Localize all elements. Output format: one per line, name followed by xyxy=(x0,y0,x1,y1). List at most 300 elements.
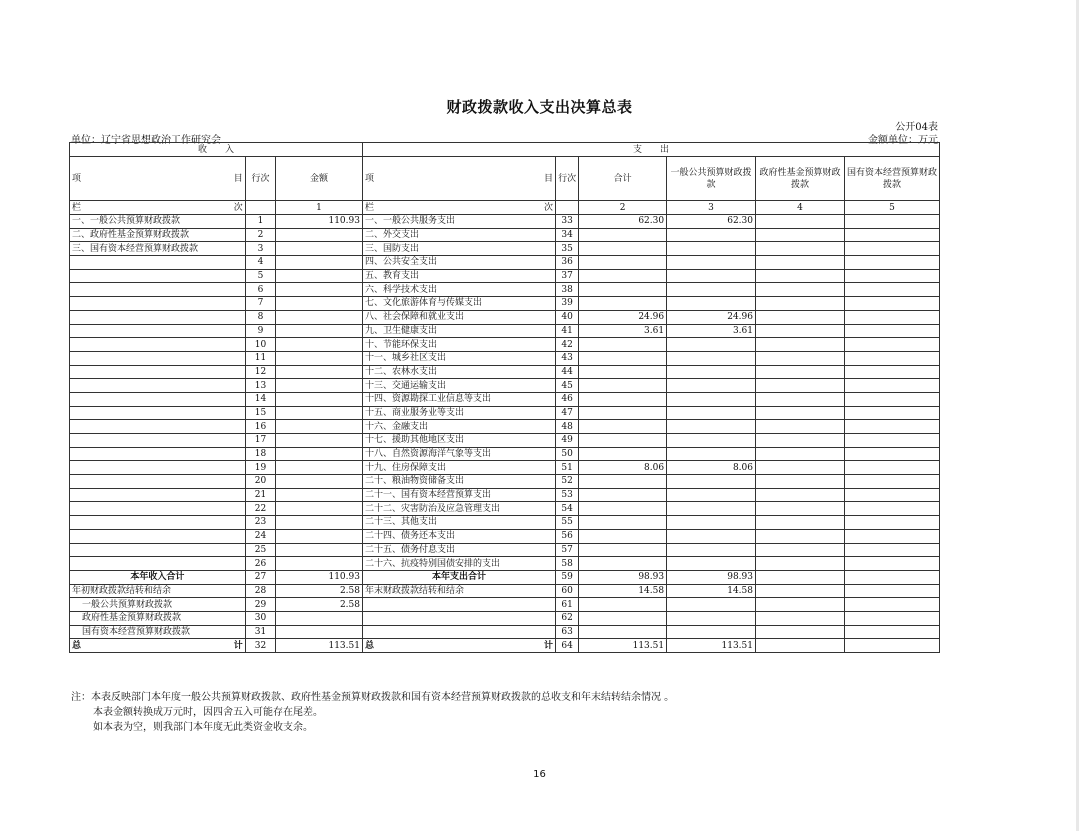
income-item xyxy=(70,310,246,324)
income-col-label: 栏 次 xyxy=(70,201,246,215)
income-amount xyxy=(276,447,363,461)
expense-item: 二十六、抗疫特别国债安排的支出 xyxy=(362,557,555,571)
income-item xyxy=(70,379,246,393)
gov-fund-amount xyxy=(756,529,845,543)
general-budget-amount xyxy=(667,283,756,297)
income-amount: 113.51 xyxy=(276,639,363,653)
state-capital-amount xyxy=(844,625,939,639)
income-item xyxy=(70,488,246,502)
expense-item: 十、节能环保支出 xyxy=(362,338,555,352)
income-row-no: 5 xyxy=(245,269,275,283)
income-item xyxy=(70,434,246,448)
gov-fund-amount xyxy=(756,379,845,393)
income-item xyxy=(70,543,246,557)
table-row xyxy=(70,502,940,516)
state-capital-amount xyxy=(844,447,939,461)
income-amount xyxy=(276,228,363,242)
expense-total xyxy=(579,283,667,297)
expense-row-no: 44 xyxy=(555,365,578,379)
table-row xyxy=(70,557,940,571)
state-capital-amount xyxy=(844,461,939,475)
expense-item: 十五、商业服务业等支出 xyxy=(362,406,555,420)
expense-row-no: 46 xyxy=(555,392,578,406)
expense-item: 十八、自然资源海洋气象等支出 xyxy=(362,447,555,461)
income-item: 政府性基金预算财政拨款 xyxy=(70,611,246,625)
expense-row-no: 49 xyxy=(555,434,578,448)
income-subtotal-label: 本年收入合计 xyxy=(70,570,246,584)
income-item xyxy=(70,269,246,283)
income-row-no: 15 xyxy=(245,406,275,420)
income-amount xyxy=(276,557,363,571)
expense-item: 二十三、其他支出 xyxy=(362,516,555,530)
income-item xyxy=(70,420,246,434)
state-capital-amount xyxy=(844,502,939,516)
col-number-3: 3 xyxy=(667,201,756,215)
gov-fund-amount xyxy=(756,543,845,557)
expense-rowno-header: 行次 xyxy=(555,157,578,201)
expense-total: 3.61 xyxy=(579,324,667,338)
gov-fund-amount xyxy=(756,611,845,625)
state-capital-amount xyxy=(844,420,939,434)
general-budget-amount xyxy=(667,379,756,393)
expense-total xyxy=(579,529,667,543)
gov-fund-amount xyxy=(756,488,845,502)
col-number-1: 1 xyxy=(276,201,363,215)
state-capital-amount xyxy=(844,310,939,324)
expense-row-no: 40 xyxy=(555,310,578,324)
income-amount xyxy=(276,324,363,338)
general-budget-amount: 113.51 xyxy=(667,639,756,653)
expense-item xyxy=(362,611,555,625)
gov-fund-header: 政府性基金预算财政拨款 xyxy=(756,157,845,201)
expense-row-no: 51 xyxy=(555,461,578,475)
table-row xyxy=(70,324,940,338)
income-amount xyxy=(276,625,363,639)
expense-row-no: 45 xyxy=(555,379,578,393)
expense-total xyxy=(579,379,667,393)
expense-item: 二十五、债务付息支出 xyxy=(362,543,555,557)
unit-label: 单位：辽宁省思想政治工作研究会 xyxy=(71,135,221,146)
gov-fund-amount xyxy=(756,557,845,571)
income-row-no: 23 xyxy=(245,516,275,530)
gov-fund-amount xyxy=(756,228,845,242)
income-amount: 2.58 xyxy=(276,598,363,612)
income-row-no: 16 xyxy=(245,420,275,434)
expense-row-no: 41 xyxy=(555,324,578,338)
expense-total: 8.06 xyxy=(579,461,667,475)
expense-item: 十七、援助其他地区支出 xyxy=(362,434,555,448)
gov-fund-amount xyxy=(756,324,845,338)
expense-total: 98.93 xyxy=(579,570,667,584)
table-row xyxy=(70,310,940,324)
expense-item: 四、公共安全支出 xyxy=(362,256,555,270)
general-budget-amount xyxy=(667,406,756,420)
general-budget-amount xyxy=(667,338,756,352)
expense-header: 支 出 xyxy=(362,143,939,157)
gov-fund-amount xyxy=(756,297,845,311)
gov-fund-amount xyxy=(756,584,845,598)
income-item xyxy=(70,516,246,530)
income-row-no: 4 xyxy=(245,256,275,270)
expense-total xyxy=(579,557,667,571)
table-row xyxy=(70,338,940,352)
income-amount xyxy=(276,611,363,625)
income-amount xyxy=(276,461,363,475)
gov-fund-amount xyxy=(756,338,845,352)
general-budget-amount xyxy=(667,529,756,543)
general-budget-amount: 62.30 xyxy=(667,215,756,229)
income-item xyxy=(70,365,246,379)
expense-total xyxy=(579,475,667,489)
income-row-no: 2 xyxy=(245,228,275,242)
income-row-no: 18 xyxy=(245,447,275,461)
expense-total xyxy=(579,488,667,502)
expense-total xyxy=(579,269,667,283)
expense-row-no: 47 xyxy=(555,406,578,420)
income-amount xyxy=(276,269,363,283)
state-capital-amount xyxy=(844,557,939,571)
table-row xyxy=(70,228,940,242)
expense-item: 五、教育支出 xyxy=(362,269,555,283)
expense-row-no: 63 xyxy=(555,625,578,639)
gov-fund-amount xyxy=(756,461,845,475)
expense-total xyxy=(579,543,667,557)
expense-item: 十一、城乡社区支出 xyxy=(362,351,555,365)
expense-row-no: 36 xyxy=(555,256,578,270)
income-row-no: 25 xyxy=(245,543,275,557)
income-item xyxy=(70,324,246,338)
expense-row-no: 48 xyxy=(555,420,578,434)
expense-row-no: 42 xyxy=(555,338,578,352)
income-amount xyxy=(276,488,363,502)
table-row xyxy=(70,256,940,270)
state-capital-amount xyxy=(844,392,939,406)
general-budget-amount xyxy=(667,488,756,502)
table-row xyxy=(70,406,940,420)
income-amount xyxy=(276,283,363,297)
income-row-no: 32 xyxy=(245,639,275,653)
income-amount xyxy=(276,516,363,530)
footnote: 如本表为空，则我部门本年度无此类资金收支余。 xyxy=(93,722,313,733)
general-budget-amount xyxy=(667,516,756,530)
state-capital-amount xyxy=(844,379,939,393)
expense-total xyxy=(579,365,667,379)
income-item xyxy=(70,475,246,489)
state-capital-amount xyxy=(844,228,939,242)
header-row-2 xyxy=(70,157,940,201)
income-row-no: 12 xyxy=(245,365,275,379)
income-item: 年初财政拨款结转和结余 xyxy=(70,584,246,598)
income-amount xyxy=(276,365,363,379)
income-row-no: 9 xyxy=(245,324,275,338)
general-budget-amount xyxy=(667,557,756,571)
gov-fund-amount xyxy=(756,310,845,324)
income-amount xyxy=(276,406,363,420)
expense-item: 十二、农林水支出 xyxy=(362,365,555,379)
gov-fund-amount xyxy=(756,283,845,297)
expense-total xyxy=(579,351,667,365)
income-item xyxy=(70,406,246,420)
income-amount xyxy=(276,379,363,393)
general-budget-amount: 8.06 xyxy=(667,461,756,475)
income-row-no: 1 xyxy=(245,215,275,229)
expense-row-no: 50 xyxy=(555,447,578,461)
gov-fund-amount xyxy=(756,502,845,516)
general-budget-amount xyxy=(667,543,756,557)
expense-total xyxy=(579,502,667,516)
general-budget-amount xyxy=(667,351,756,365)
state-capital-amount xyxy=(844,338,939,352)
income-amount xyxy=(276,256,363,270)
income-item: 二、政府性基金预算财政拨款 xyxy=(70,228,246,242)
expense-total xyxy=(579,420,667,434)
income-amount xyxy=(276,338,363,352)
expense-total xyxy=(579,447,667,461)
expense-row-no: 35 xyxy=(555,242,578,256)
expense-total xyxy=(579,516,667,530)
expense-row-no: 34 xyxy=(555,228,578,242)
state-capital-amount xyxy=(844,297,939,311)
expense-row-no: 55 xyxy=(555,516,578,530)
income-row-no: 24 xyxy=(245,529,275,543)
expense-total xyxy=(579,625,667,639)
expense-row-no: 59 xyxy=(555,570,578,584)
expense-row-no: 52 xyxy=(555,475,578,489)
state-capital-amount xyxy=(844,516,939,530)
table-row xyxy=(70,269,940,283)
expense-total xyxy=(579,297,667,311)
expense-item: 九、卫生健康支出 xyxy=(362,324,555,338)
income-amount xyxy=(276,297,363,311)
expense-total xyxy=(579,338,667,352)
general-budget-amount: 3.61 xyxy=(667,324,756,338)
general-budget-header: 一般公共预算财政拨款 xyxy=(667,157,756,201)
footnote: 注：本表反映部门本年度一般公共预算财政拨款、政府性基金预算财政拨款和国有资本经营预算财政拨款的总收支和年末结转结余情况 。 xyxy=(71,692,675,703)
report-table xyxy=(69,142,940,653)
expense-row-no: 53 xyxy=(555,488,578,502)
income-amount-header: 金额 xyxy=(276,157,363,201)
income-item xyxy=(70,447,246,461)
state-capital-amount xyxy=(844,529,939,543)
income-rowno-header: 行次 xyxy=(245,157,275,201)
expense-item: 二十四、债务还本支出 xyxy=(362,529,555,543)
gov-fund-amount xyxy=(756,570,845,584)
expense-item: 二十二、灾害防治及应急管理支出 xyxy=(362,502,555,516)
expense-total xyxy=(579,611,667,625)
gov-fund-amount xyxy=(756,392,845,406)
income-amount xyxy=(276,420,363,434)
expense-item: 六、科学技术支出 xyxy=(362,283,555,297)
expense-row-no: 57 xyxy=(555,543,578,557)
general-budget-amount xyxy=(667,434,756,448)
income-amount xyxy=(276,242,363,256)
state-capital-amount xyxy=(844,475,939,489)
gov-fund-amount xyxy=(756,639,845,653)
general-budget-amount: 98.93 xyxy=(667,570,756,584)
income-row-no: 11 xyxy=(245,351,275,365)
state-capital-amount xyxy=(844,215,939,229)
state-capital-amount xyxy=(844,434,939,448)
expense-row-no: 39 xyxy=(555,297,578,311)
footnotes xyxy=(71,690,674,735)
income-item xyxy=(70,502,246,516)
table-row xyxy=(70,215,940,229)
state-capital-header: 国有资本经营预算财政拨款 xyxy=(844,157,939,201)
state-capital-amount xyxy=(844,543,939,557)
table-row xyxy=(70,488,940,502)
expense-total: 14.58 xyxy=(579,584,667,598)
expense-total xyxy=(579,406,667,420)
state-capital-amount xyxy=(844,406,939,420)
expense-row-no: 62 xyxy=(555,611,578,625)
amount-unit: 金额单位：万元 xyxy=(868,135,938,146)
table-row xyxy=(70,447,940,461)
income-header: 收 入 xyxy=(70,143,363,157)
expense-total: 24.96 xyxy=(579,310,667,324)
expense-total xyxy=(579,598,667,612)
income-row-no: 3 xyxy=(245,242,275,256)
income-item xyxy=(70,461,246,475)
expense-total xyxy=(579,256,667,270)
income-row-no: 19 xyxy=(245,461,275,475)
income-row-no: 14 xyxy=(245,392,275,406)
general-budget-amount xyxy=(667,297,756,311)
income-item xyxy=(70,557,246,571)
expense-total xyxy=(579,242,667,256)
income-item xyxy=(70,351,246,365)
expense-grand-total-label: 总 计 xyxy=(362,639,555,653)
table-row xyxy=(70,543,940,557)
state-capital-amount xyxy=(844,611,939,625)
expense-row-no: 33 xyxy=(555,215,578,229)
expense-total xyxy=(579,392,667,406)
income-grand-total-label: 总 计 xyxy=(70,639,246,653)
income-col-blank xyxy=(245,201,275,215)
income-amount xyxy=(276,475,363,489)
gov-fund-amount xyxy=(756,447,845,461)
gov-fund-amount xyxy=(756,475,845,489)
report-title: 财政拨款收入支出决算总表 xyxy=(446,98,633,116)
expense-item: 十九、住房保障支出 xyxy=(362,461,555,475)
expense-item xyxy=(362,625,555,639)
state-capital-amount xyxy=(844,639,939,653)
table-row xyxy=(70,475,940,489)
state-capital-amount xyxy=(844,584,939,598)
income-amount: 110.93 xyxy=(276,570,363,584)
table-body xyxy=(70,215,940,653)
footnote: 本表金额转换成万元时，因四舍五入可能存在尾差。 xyxy=(93,707,323,718)
expense-subtotal-label: 本年支出合计 xyxy=(362,570,555,584)
gov-fund-amount xyxy=(756,598,845,612)
state-capital-amount xyxy=(844,324,939,338)
expense-item: 二、外交支出 xyxy=(362,228,555,242)
income-amount xyxy=(276,529,363,543)
income-row-no: 17 xyxy=(245,434,275,448)
form-code: 公开04表 xyxy=(895,122,938,133)
table-row xyxy=(70,379,940,393)
gov-fund-amount xyxy=(756,406,845,420)
state-capital-amount xyxy=(844,242,939,256)
table-row xyxy=(70,283,940,297)
expense-total: 62.30 xyxy=(579,215,667,229)
income-item: 国有资本经营预算财政拨款 xyxy=(70,625,246,639)
table-row xyxy=(70,365,940,379)
table-row xyxy=(70,434,940,448)
table-row xyxy=(70,297,940,311)
col-number-2: 2 xyxy=(579,201,667,215)
state-capital-amount xyxy=(844,570,939,584)
gov-fund-amount xyxy=(756,434,845,448)
expense-total xyxy=(579,434,667,448)
general-budget-amount xyxy=(667,611,756,625)
expense-item-header: 项 目 xyxy=(362,157,555,201)
income-item xyxy=(70,256,246,270)
state-capital-amount xyxy=(844,283,939,297)
income-amount: 2.58 xyxy=(276,584,363,598)
general-budget-amount xyxy=(667,228,756,242)
general-budget-amount xyxy=(667,365,756,379)
state-capital-amount xyxy=(844,269,939,283)
expense-item: 七、文化旅游体育与传媒支出 xyxy=(362,297,555,311)
expense-row-no: 60 xyxy=(555,584,578,598)
expense-item: 八、社会保障和就业支出 xyxy=(362,310,555,324)
income-row-no: 31 xyxy=(245,625,275,639)
expense-item: 十四、资源勘探工业信息等支出 xyxy=(362,392,555,406)
gov-fund-amount xyxy=(756,516,845,530)
expense-item: 二十一、国有资本经营预算支出 xyxy=(362,488,555,502)
expense-row-no: 58 xyxy=(555,557,578,571)
income-amount: 110.93 xyxy=(276,215,363,229)
expense-row-no: 43 xyxy=(555,351,578,365)
income-row-no: 30 xyxy=(245,611,275,625)
income-item: 一般公共预算财政拨款 xyxy=(70,598,246,612)
expense-item: 一、一般公共服务支出 xyxy=(362,215,555,229)
gov-fund-amount xyxy=(756,269,845,283)
state-capital-amount xyxy=(844,365,939,379)
table-row xyxy=(70,351,940,365)
expense-row-no: 54 xyxy=(555,502,578,516)
income-row-no: 21 xyxy=(245,488,275,502)
general-budget-amount xyxy=(667,242,756,256)
page-number: 16 xyxy=(533,769,546,780)
income-row-no: 28 xyxy=(245,584,275,598)
state-capital-amount xyxy=(844,598,939,612)
income-amount xyxy=(276,310,363,324)
carryover-row xyxy=(70,598,940,612)
expense-item: 二十、粮油物资储备支出 xyxy=(362,475,555,489)
income-row-no: 26 xyxy=(245,557,275,571)
expense-item: 三、国防支出 xyxy=(362,242,555,256)
income-amount xyxy=(276,502,363,516)
general-budget-amount: 24.96 xyxy=(667,310,756,324)
gov-fund-amount xyxy=(756,242,845,256)
gov-fund-amount xyxy=(756,625,845,639)
gov-fund-amount xyxy=(756,420,845,434)
expense-item: 十六、金融支出 xyxy=(362,420,555,434)
general-budget-amount xyxy=(667,392,756,406)
income-row-no: 20 xyxy=(245,475,275,489)
general-budget-amount xyxy=(667,625,756,639)
income-item xyxy=(70,392,246,406)
expense-total-header: 合计 xyxy=(579,157,667,201)
general-budget-amount xyxy=(667,420,756,434)
general-budget-amount: 14.58 xyxy=(667,584,756,598)
table-row xyxy=(70,392,940,406)
income-amount xyxy=(276,543,363,557)
header-row-1 xyxy=(70,143,940,157)
subtotal-row xyxy=(70,570,940,584)
income-row-no: 22 xyxy=(245,502,275,516)
